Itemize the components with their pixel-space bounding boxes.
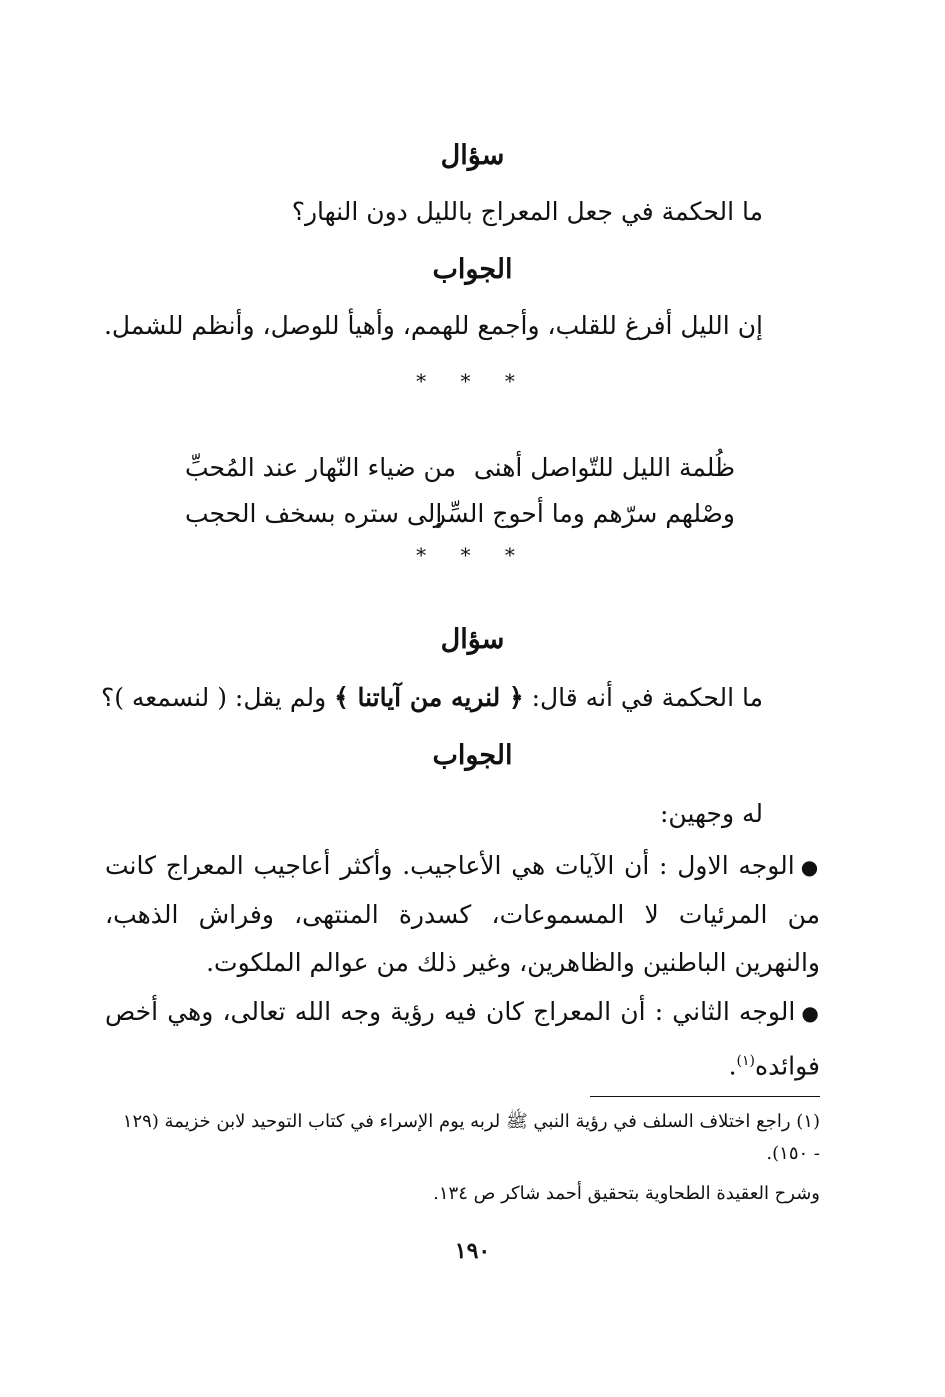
poem-verse-1 [185,446,745,490]
answer-heading-2: الجواب [432,740,513,771]
point-2-end: . [728,1051,737,1081]
verse-1-first-hemistich: ظُلمة الليل للتّواصل أهنى [473,453,735,482]
question-2-end: ولم يقل: ( لنسمعه )؟ [100,683,327,712]
verse-2-second-hemistich: إلى ستره بسخف الحجب [185,499,443,528]
footnote-reference[interactable]: (١) [736,1053,755,1069]
question-text-1: ما الحكمة في جعل المعراج بالليل دون النهار؟ [291,197,763,226]
answer-text-1: إن الليل أفرغ للقلب، وأجمع للهمم، وأهيأ للوصل، وأنظم للشمل. [103,311,763,340]
separator-stars-2: * * * [416,543,529,567]
point-1-text: الوجه الاول : أن الآيات هي الأعاجيب. وأكثر أعاجيب المعراج كانت من المرئيات لا المسموعات، كسدرة المنتهى، وفراش الذهب، والنهرين الباطنين والظاهرين، وغير ذلك من عوالم الملكوت. [105,851,820,977]
verse-2-first-hemistich: وصْلهم سرّهم وما أحوج السِّر [433,499,735,528]
separator-stars-1: * * * [416,369,529,393]
bullet-icon: ● [800,855,820,879]
question-heading-1: سؤال [440,140,505,171]
verse-1-second-hemistich: من ضياء النّهار عند المُحبِّ [185,453,456,482]
answer-heading-1: الجواب [432,254,513,285]
question-heading-2: سؤال [440,624,505,655]
answer-point-2 [105,988,820,1090]
answer-intro: له وجهين: [659,799,763,828]
quran-quote: ﴿ لنريه من آياتنا ﴾ [334,683,524,712]
poem-verse-2 [185,492,745,536]
page-number: ١٩٠ [454,1238,491,1264]
bullet-icon: ● [801,1001,821,1025]
answer-point-1 [105,842,820,987]
point-2-text: الوجه الثاني : أن المعراج كان فيه رؤية وجه الله تعالى، وهي أخص فوائده [105,997,820,1081]
question-text-2 [100,678,763,718]
footnote-divider [590,1096,820,1097]
question-2-start: ما الحكمة في أنه قال: [531,683,763,712]
footnote-1-continuation: وشرح العقيدة الطحاوية بتحقيق أحمد شاكر ص ١٣٤. [433,1183,820,1204]
footnote-1: (١) راجع اختلاف السلف في رؤية النبي ﷺ لربه يوم الإسراء في كتاب التوحيد لابن خزيمة (١٢٩ - ١٥٠). [122,1111,820,1164]
